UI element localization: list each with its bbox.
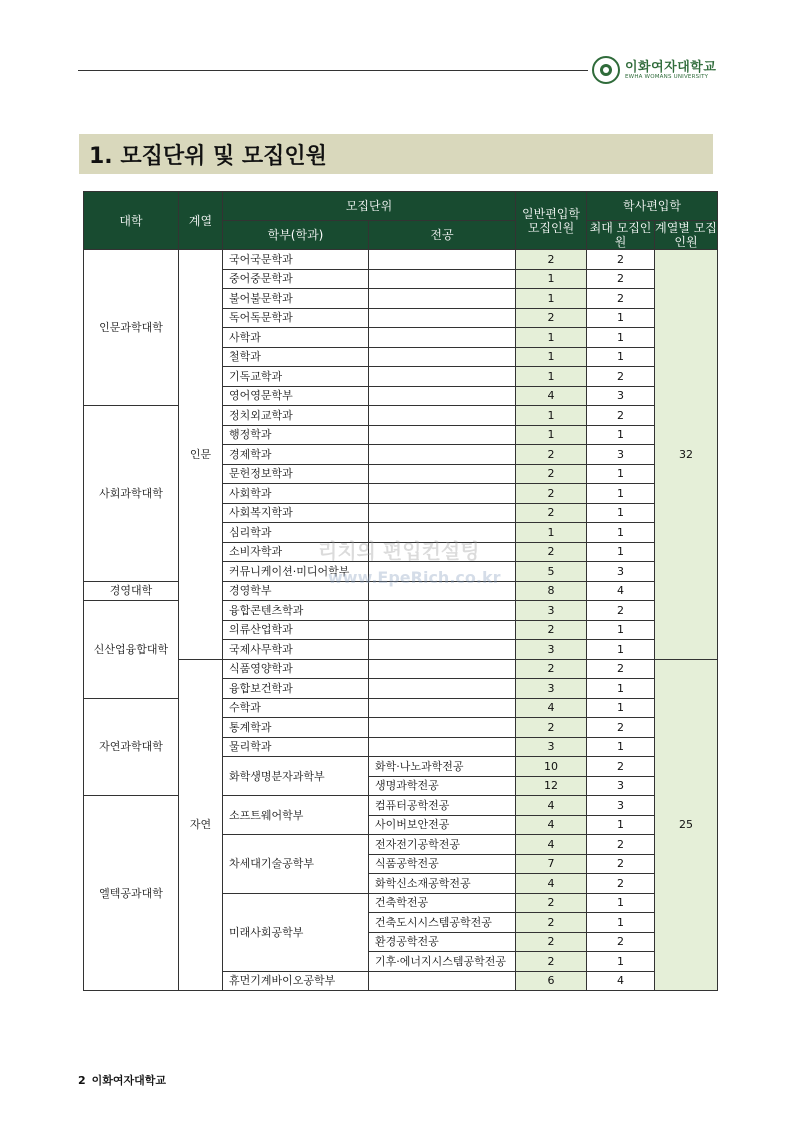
college-cell: 경영대학 (84, 581, 179, 601)
field-total-cell: 25 (655, 659, 718, 991)
college-cell: 인문과학대학 (84, 250, 179, 406)
header-dept: 학부(학과) (223, 221, 369, 250)
major-cell (369, 737, 516, 757)
max-cell: 1 (587, 308, 655, 328)
major-cell: 건축도시시스템공학전공 (369, 913, 516, 933)
general-cell: 3 (516, 679, 587, 699)
page-footer (78, 1072, 172, 1088)
general-cell: 1 (516, 367, 587, 387)
general-cell: 4 (516, 835, 587, 855)
major-cell (369, 718, 516, 738)
general-cell: 2 (516, 445, 587, 465)
logo-name: 이화여자대학교 (625, 60, 717, 75)
major-cell: 식품공학전공 (369, 854, 516, 874)
header-general: 일반편입학 모집인원 (516, 192, 587, 250)
header-by-field: 계열별 모집인원 (655, 221, 717, 249)
max-cell: 1 (587, 484, 655, 504)
major-cell (369, 640, 516, 660)
general-cell: 2 (516, 952, 587, 972)
dept-cell: 불어불문학과 (223, 289, 369, 309)
max-cell: 1 (587, 347, 655, 367)
max-cell: 2 (587, 874, 655, 894)
dept-cell: 철학과 (223, 347, 369, 367)
dept-cell: 경영학부 (223, 581, 369, 601)
ewha-emblem-icon (592, 56, 620, 84)
logo-subtitle: EWHA WOMANS UNIVERSITY (625, 74, 709, 80)
max-cell: 1 (587, 698, 655, 718)
general-cell: 1 (516, 328, 587, 348)
dept-cell: 행정학과 (223, 425, 369, 445)
header-major: 전공 (369, 221, 516, 250)
field-cell: 자연 (179, 659, 223, 991)
general-cell: 3 (516, 601, 587, 621)
dept-cell: 정치외교학과 (223, 406, 369, 426)
max-cell: 4 (587, 581, 655, 601)
dept-cell: 국어국문학과 (223, 250, 369, 270)
major-cell (369, 269, 516, 289)
general-cell: 2 (516, 464, 587, 484)
max-cell: 4 (587, 971, 655, 991)
general-cell: 7 (516, 854, 587, 874)
major-cell (369, 347, 516, 367)
general-cell: 2 (516, 893, 587, 913)
dept-cell: 융합콘텐츠학과 (223, 601, 369, 621)
dept-cell: 사회복지학과 (223, 503, 369, 523)
max-cell: 3 (587, 776, 655, 796)
dept-cell: 심리학과 (223, 523, 369, 543)
general-cell: 1 (516, 289, 587, 309)
max-cell: 2 (587, 659, 655, 679)
major-cell (369, 328, 516, 348)
max-cell: 2 (587, 601, 655, 621)
general-cell: 3 (516, 640, 587, 660)
major-cell (369, 581, 516, 601)
major-cell (369, 445, 516, 465)
dept-cell: 융합보건학과 (223, 679, 369, 699)
major-cell: 화학·나노과학전공 (369, 757, 516, 777)
header-unit: 모집단위 (223, 192, 516, 221)
max-cell: 2 (587, 718, 655, 738)
footer-university: 이화여자대학교 (91, 1074, 167, 1087)
dept-cell: 수학과 (223, 698, 369, 718)
dept-cell: 미래사회공학부 (223, 893, 369, 971)
general-cell: 2 (516, 913, 587, 933)
dept-cell: 사학과 (223, 328, 369, 348)
dept-cell: 차세대기술공학부 (223, 835, 369, 894)
max-cell: 2 (587, 269, 655, 289)
major-cell (369, 659, 516, 679)
major-cell (369, 601, 516, 621)
dept-cell: 물리학과 (223, 737, 369, 757)
page-number: 2 (78, 1074, 86, 1087)
dept-cell: 소비자학과 (223, 542, 369, 562)
general-cell: 12 (516, 776, 587, 796)
dept-cell: 중어중문학과 (223, 269, 369, 289)
dept-cell: 화학생명분자과학부 (223, 757, 369, 796)
general-cell: 6 (516, 971, 587, 991)
section-title: 1. 모집단위 및 모집인원 (89, 144, 327, 169)
general-cell: 4 (516, 815, 587, 835)
general-cell: 1 (516, 347, 587, 367)
general-cell: 1 (516, 406, 587, 426)
major-cell (369, 620, 516, 640)
general-cell: 10 (516, 757, 587, 777)
max-cell: 3 (587, 796, 655, 816)
header-college: 대학 (84, 192, 179, 250)
dept-cell: 영어영문학부 (223, 386, 369, 406)
major-cell (369, 484, 516, 504)
major-cell (369, 542, 516, 562)
dept-cell: 독어독문학과 (223, 308, 369, 328)
major-cell: 생명과학전공 (369, 776, 516, 796)
general-cell: 5 (516, 562, 587, 582)
general-cell: 2 (516, 659, 587, 679)
major-cell (369, 250, 516, 270)
major-cell: 컴퓨터공학전공 (369, 796, 516, 816)
header-bachelor: 학사편입학 (587, 192, 718, 221)
major-cell (369, 289, 516, 309)
max-cell: 2 (587, 367, 655, 387)
major-cell: 기후·에너지시스템공학전공 (369, 952, 516, 972)
max-cell: 3 (587, 386, 655, 406)
major-cell (369, 562, 516, 582)
general-cell: 4 (516, 386, 587, 406)
general-cell: 1 (516, 425, 587, 445)
major-cell (369, 367, 516, 387)
general-cell: 4 (516, 796, 587, 816)
college-cell: 사회과학대학 (84, 406, 179, 582)
general-cell: 2 (516, 484, 587, 504)
max-cell: 1 (587, 620, 655, 640)
major-cell (369, 679, 516, 699)
max-cell: 1 (587, 952, 655, 972)
max-cell: 2 (587, 406, 655, 426)
major-cell (369, 464, 516, 484)
dept-cell: 의류산업학과 (223, 620, 369, 640)
max-cell: 1 (587, 815, 655, 835)
header-field: 계열 (179, 192, 223, 250)
field-cell: 인문 (179, 250, 223, 660)
section-header (79, 134, 713, 174)
max-cell: 1 (587, 913, 655, 933)
dept-cell: 국제사무학과 (223, 640, 369, 660)
college-cell: 신산업융합대학 (84, 601, 179, 699)
max-cell: 1 (587, 425, 655, 445)
field-total-cell: 32 (655, 250, 718, 660)
max-cell: 1 (587, 328, 655, 348)
dept-cell: 식품영양학과 (223, 659, 369, 679)
watermark-line2: www.EpeRich.co.kr (328, 568, 501, 587)
recruitment-table (83, 191, 718, 991)
max-cell: 1 (587, 679, 655, 699)
general-cell: 2 (516, 503, 587, 523)
dept-cell: 소프트웨어학부 (223, 796, 369, 835)
max-cell: 1 (587, 640, 655, 660)
general-cell: 1 (516, 269, 587, 289)
major-cell (369, 503, 516, 523)
university-logo (592, 54, 727, 86)
college-cell: 자연과학대학 (84, 698, 179, 796)
general-cell: 1 (516, 523, 587, 543)
max-cell: 1 (587, 893, 655, 913)
major-cell (369, 971, 516, 991)
dept-cell: 휴먼기계바이오공학부 (223, 971, 369, 991)
general-cell: 4 (516, 874, 587, 894)
dept-cell: 커뮤니케이션·미디어학부 (223, 562, 369, 582)
general-cell: 4 (516, 698, 587, 718)
general-cell: 2 (516, 620, 587, 640)
max-cell: 2 (587, 289, 655, 309)
major-cell (369, 523, 516, 543)
max-cell: 2 (587, 757, 655, 777)
major-cell: 사이버보안전공 (369, 815, 516, 835)
general-cell: 2 (516, 932, 587, 952)
max-cell: 2 (587, 250, 655, 270)
header-max: 최대 모집인원 (587, 221, 655, 250)
major-cell (369, 698, 516, 718)
general-cell: 3 (516, 737, 587, 757)
general-cell: 2 (516, 308, 587, 328)
major-cell (369, 406, 516, 426)
max-cell: 2 (587, 835, 655, 855)
max-cell: 2 (587, 932, 655, 952)
major-cell: 건축학전공 (369, 893, 516, 913)
max-cell: 1 (587, 503, 655, 523)
max-cell: 1 (587, 542, 655, 562)
watermark-line1: 리치의 편입컨설팅 (318, 539, 480, 563)
major-cell: 전자전기공학전공 (369, 835, 516, 855)
max-cell: 3 (587, 562, 655, 582)
dept-cell: 사회학과 (223, 484, 369, 504)
major-cell (369, 308, 516, 328)
max-cell: 2 (587, 854, 655, 874)
college-cell: 엘텍공과대학 (84, 796, 179, 991)
major-cell (369, 425, 516, 445)
major-cell (369, 386, 516, 406)
max-cell: 1 (587, 464, 655, 484)
dept-cell: 문헌정보학과 (223, 464, 369, 484)
general-cell: 2 (516, 718, 587, 738)
max-cell: 3 (587, 445, 655, 465)
max-cell: 1 (587, 737, 655, 757)
dept-cell: 경제학과 (223, 445, 369, 465)
header-rule (78, 70, 588, 71)
general-cell: 8 (516, 581, 587, 601)
general-cell: 2 (516, 542, 587, 562)
dept-cell: 통계학과 (223, 718, 369, 738)
general-cell: 2 (516, 250, 587, 270)
major-cell: 환경공학전공 (369, 932, 516, 952)
dept-cell: 기독교학과 (223, 367, 369, 387)
major-cell: 화학신소재공학전공 (369, 874, 516, 894)
max-cell: 1 (587, 523, 655, 543)
